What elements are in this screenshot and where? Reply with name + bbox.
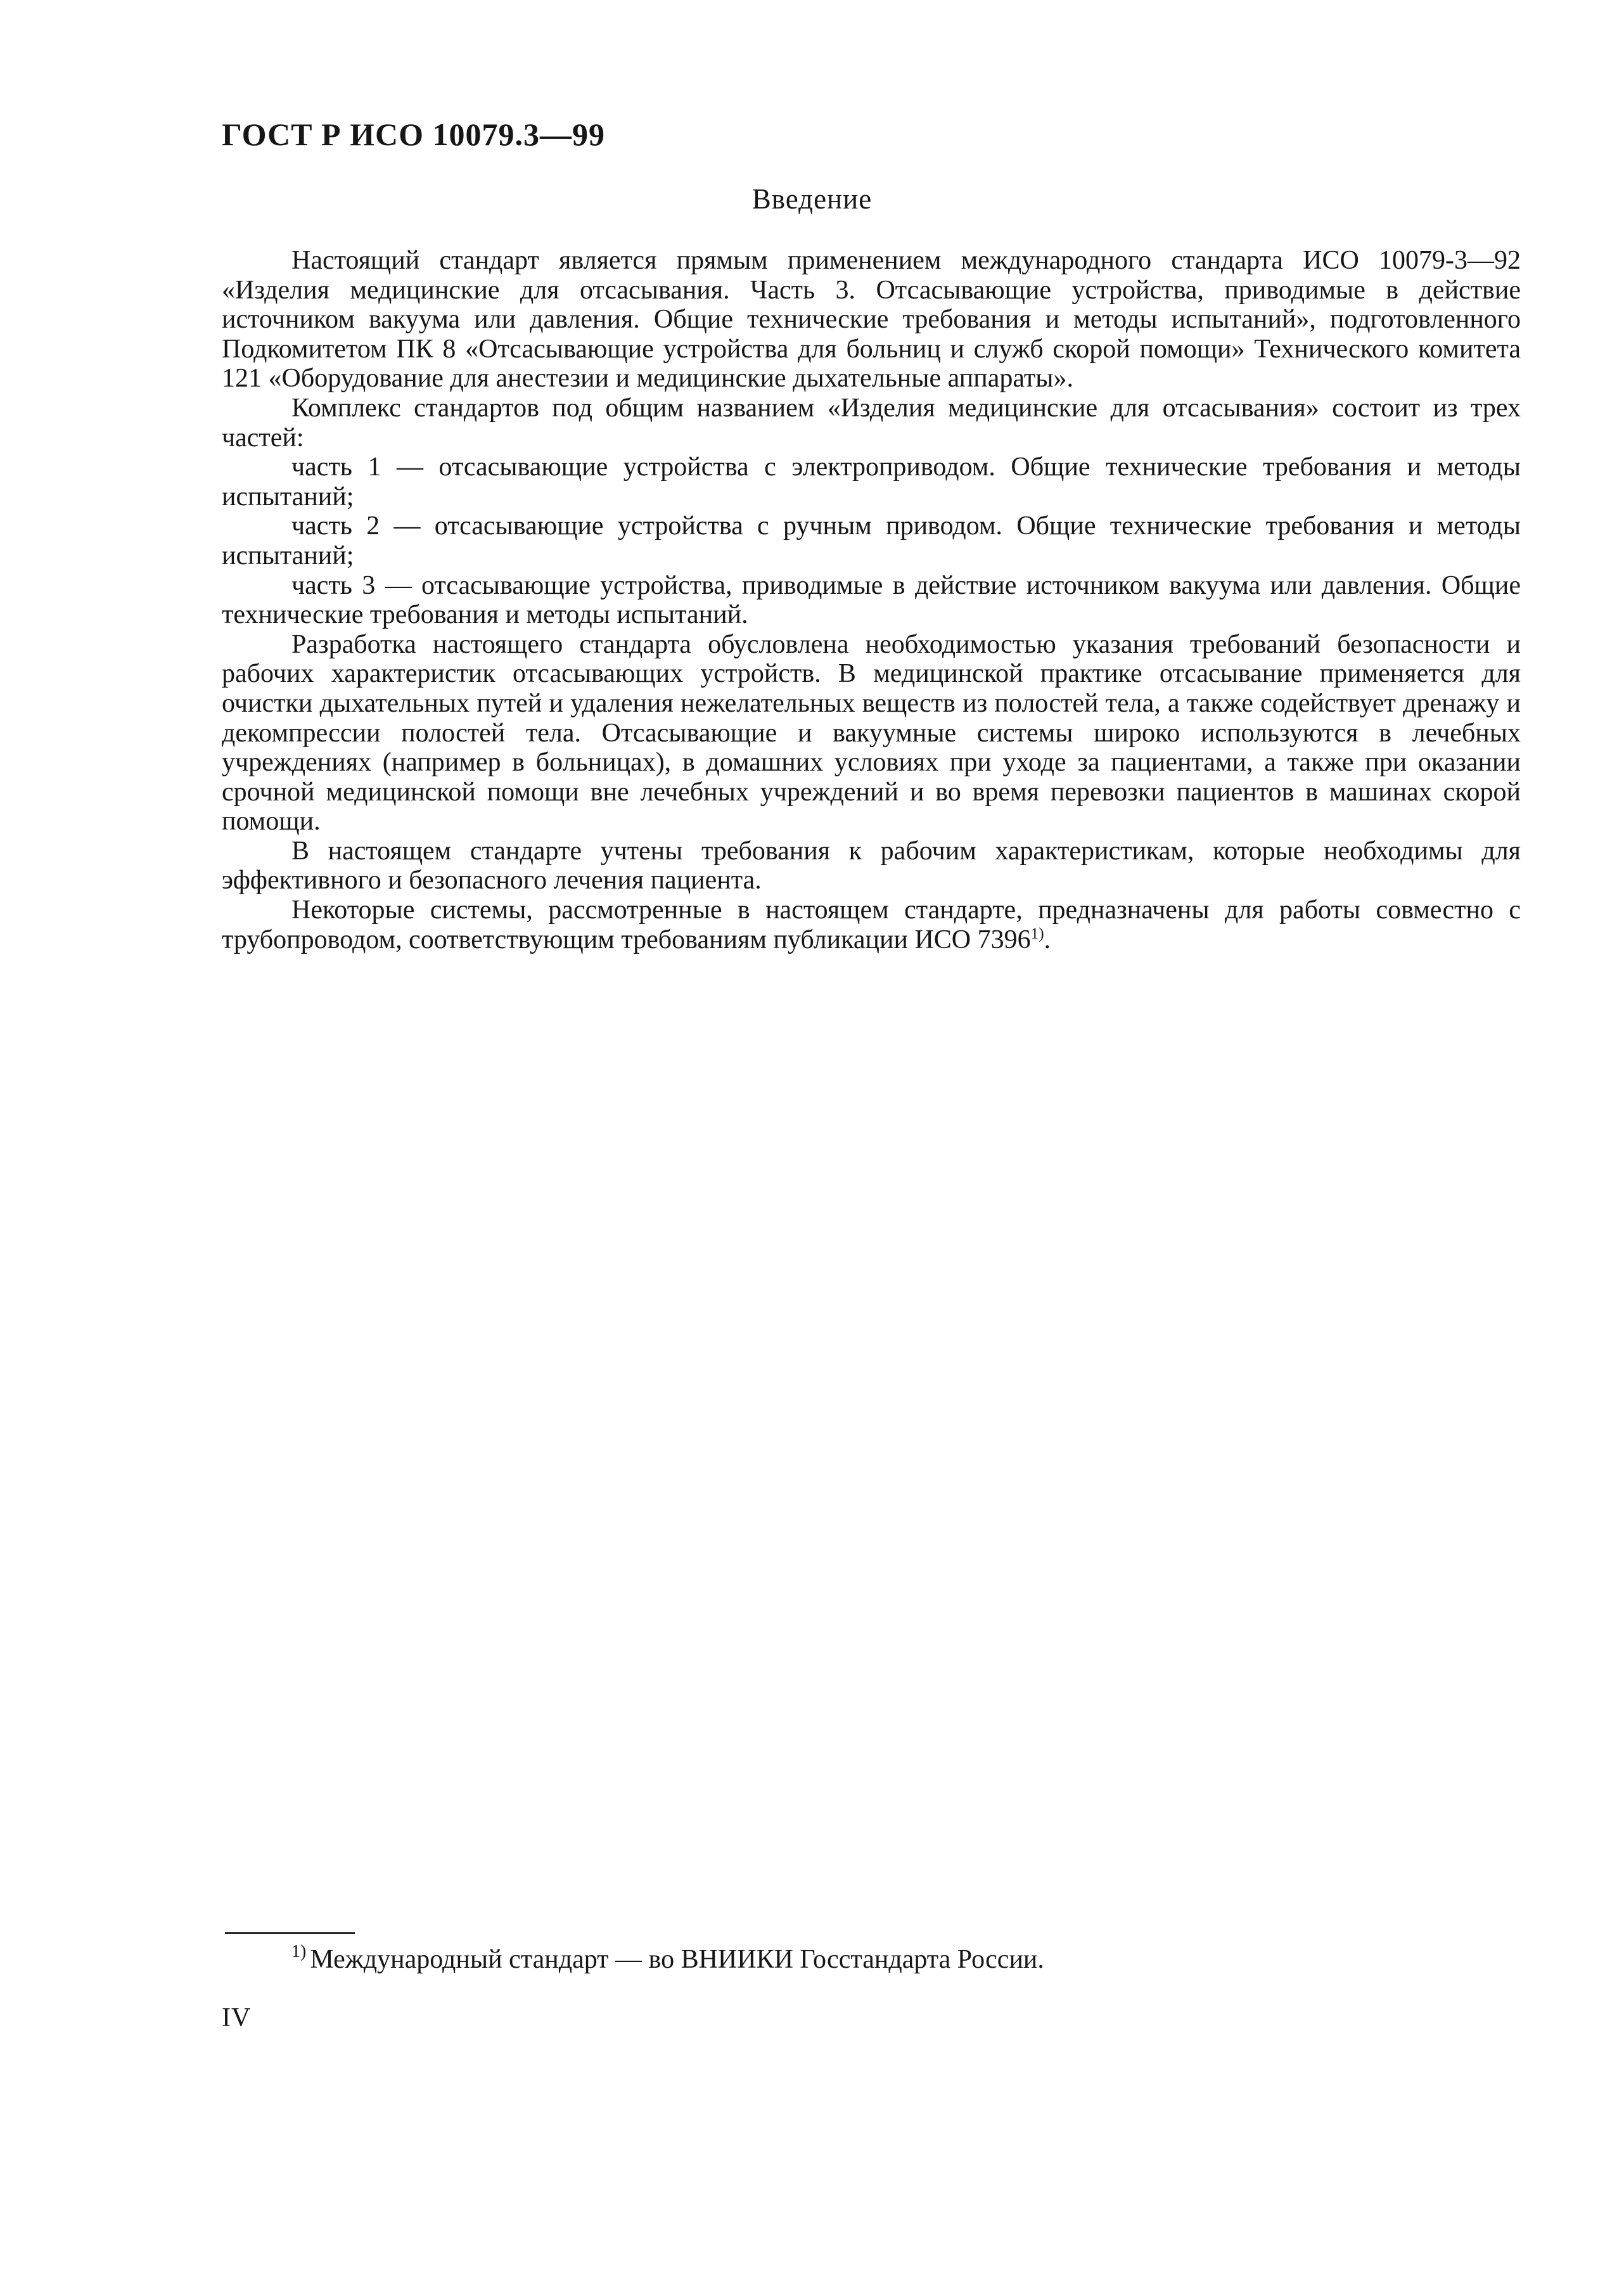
introduction-body bbox=[222, 246, 1521, 954]
paragraph: Настоящий стандарт является прямым применением международного стандарта ИСО 10079-3—92 «Изделия медицинские для отсасывания. Часть 3. Отсасывающие устройства, приводимые в действие источником вакуума или давления. Общие технические требования и методы испытаний», подготовленного Подкомитетом ПК 8 «Отсасывающие устройства для больниц и служб скорой помощи» Технического комитета 121 «Оборудование для анестезии и медицинские дыхательные аппараты». bbox=[222, 246, 1521, 394]
paragraph: Комплекс стандартов под общим названием «Изделия медицинские для отсасывания» состоит из трех частей: bbox=[222, 393, 1521, 452]
footnote-reference[interactable]: 1) bbox=[1030, 925, 1044, 942]
list-item: часть 1 — отсасывающие устройства с электроприводом. Общие технические требования и методы испытаний; bbox=[222, 452, 1521, 511]
list-item: часть 2 — отсасывающие устройства с ручным приводом. Общие технические требования и методы испытаний; bbox=[222, 511, 1521, 570]
paragraph bbox=[222, 895, 1521, 954]
paragraph: В настоящем стандарте учтены требования к рабочим характеристикам, которые необходимы для эффективного и безопасного лечения пациента. bbox=[222, 836, 1521, 895]
footnote bbox=[291, 1944, 1044, 1975]
section-title: Введение bbox=[751, 183, 873, 215]
list-item: часть 3 — отсасывающие устройства, приводимые в действие источником вакуума или давления. Общие технические требования и методы испытаний. bbox=[222, 570, 1521, 630]
document-code: ГОСТ Р ИСО 10079.3—99 bbox=[222, 117, 605, 152]
page-number: IV bbox=[222, 2003, 252, 2032]
paragraph-text: Некоторые системы, рассмотренные в настоящем стандарте, предназначены для работы совместно с трубопроводом, соответствующим требованиям публикации ИСО 7396 bbox=[222, 895, 1521, 954]
footnote-mark: 1) bbox=[291, 1942, 307, 1961]
paragraph: Разработка настоящего стандарта обусловлена необходимостью указания требований безопасности и рабочих характеристик отсасывающих устройств. В медицинской практике отсасывание применяется для очистки дыхательных путей и удаления нежелательных веществ из полостей тела, а также содействует дренажу и декомпрессии полостей тела. Отсасывающие и вакуумные системы широко используются в лечебных учреждениях (например в больницах), в домашних условиях при уходе за пациентами, а также при оказании срочной медицинской помощи вне лечебных учреждений и во время перевозки пациентов в машинах скорой помощи. bbox=[222, 629, 1521, 837]
footnote-text: Международный стандарт — во ВНИИКИ Госстандарта России. bbox=[310, 1945, 1044, 1974]
footnote-divider bbox=[225, 1932, 355, 1934]
paragraph-end: . bbox=[1044, 925, 1051, 954]
